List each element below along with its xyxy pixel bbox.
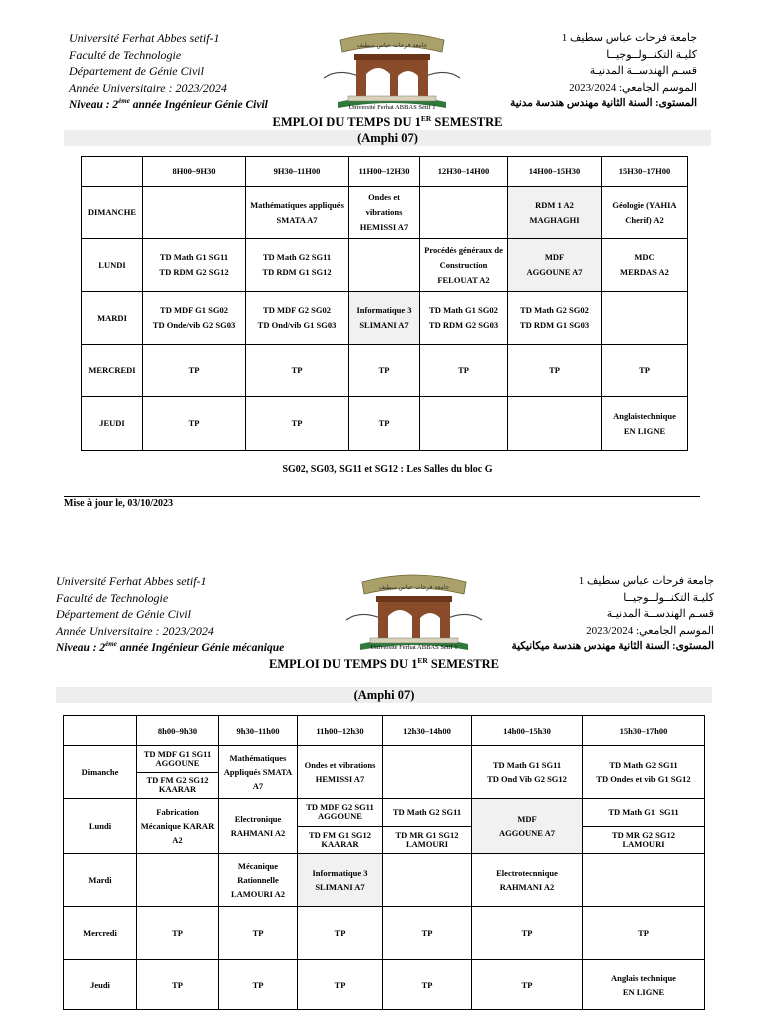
course-cell: Electronique RAHMANI A2 <box>219 799 298 854</box>
logo-caption: Université Ferhat ABBAS Sétif 1 <box>370 644 458 651</box>
table-row <box>64 960 705 1010</box>
course-cell: TP <box>472 907 583 960</box>
header-left-block <box>56 573 316 639</box>
course-cell <box>420 397 508 451</box>
course-cell: Electrotecnnique RAHMANI A2 <box>472 854 583 907</box>
course-cell-split <box>583 799 705 854</box>
course-cell: TD Math G2 SG11 TD Ondes et vib G1 SG12 <box>583 746 705 799</box>
university-name-ar: جامعة فرحات عباس سطيف 1 <box>561 32 697 44</box>
course-cell: Anglaistechnique EN LIGNE <box>602 397 688 451</box>
course-cell-split <box>137 746 219 799</box>
course-cell <box>137 854 219 907</box>
course-cell: TP <box>383 907 472 960</box>
course-cell: Anglais technique EN LIGNE <box>583 960 705 1010</box>
day-label: Jeudi <box>64 960 137 1010</box>
department-name: Département de Génie Civil <box>69 64 204 78</box>
course-cell: TP <box>349 345 420 397</box>
course-cell: Ondes et vibrations HEMISSI A7 <box>298 746 383 799</box>
schedule-title: EMPLOI DU TEMPS DU 1ER SEMESTRE <box>268 656 500 672</box>
day-label: DIMANCHE <box>82 187 143 239</box>
course-cell: TP <box>420 345 508 397</box>
slot-header: 15H30–17H00 <box>602 157 688 187</box>
course-cell: Informatique 3 SLIMANI A7 <box>349 292 420 345</box>
course-cell: MDF AGGOUNE A7 <box>472 799 583 854</box>
day-label: JEUDI <box>82 397 143 451</box>
slot-header: 9h30–11h00 <box>219 716 298 746</box>
split-top: TD MDF G1 SG11 AGGOUNE <box>143 748 212 768</box>
day-label: LUNDI <box>82 239 143 292</box>
level-label: Niveau : 2ème année Ingénieur Génie Civil <box>69 97 268 111</box>
header-left-block <box>69 30 329 96</box>
academic-year: Année Universitaire : 2023/2024 <box>69 80 227 95</box>
corner-cell <box>82 157 143 187</box>
course-cell: TP <box>349 397 420 451</box>
course-cell <box>602 292 688 345</box>
split-top: TD Math G1 SG11 <box>608 806 679 817</box>
course-cell: TP <box>137 907 219 960</box>
split-top: TD Math G2 SG11 <box>392 806 462 817</box>
course-cell: Procédés généraux de Construction FELOUAT A2 <box>420 239 508 292</box>
course-cell: TD Math G1 SG02 TD RDM G2 SG03 <box>420 292 508 345</box>
day-label: Dimanche <box>64 746 137 799</box>
course-cell: Mathématiques appliqués SMATA A7 <box>246 187 349 239</box>
course-cell: Mathématiques Appliqués SMATA A7 <box>219 746 298 799</box>
rooms-note: SG02, SG03, SG11 et SG12 : Les Salles du bloc G <box>282 464 493 475</box>
slot-header: 9H30–11H00 <box>246 157 349 187</box>
update-date: Mise à jour le, 03/10/2023 <box>64 498 173 509</box>
schedule-subtitle: (Amphi 07) <box>56 687 712 703</box>
course-cell: TP <box>219 907 298 960</box>
university-name: Université Ferhat Abbes setif-1 <box>56 574 207 588</box>
course-cell: Mécanique Rationnelle LAMOURI A2 <box>219 854 298 907</box>
slot-header: 12H30–14H00 <box>420 157 508 187</box>
course-cell: TD Math G1 SG11 TD RDM G2 SG12 <box>143 239 246 292</box>
course-cell: TP <box>383 960 472 1010</box>
course-cell: TD Math G2 SG11 TD RDM G1 SG12 <box>246 239 349 292</box>
faculty-name: Faculté de Technologie <box>69 47 182 62</box>
department-name-ar: قسـم الهندســة المدنيـة <box>606 608 714 620</box>
course-cell: Ondes et vibrations HEMISSI A7 <box>349 187 420 239</box>
divider <box>64 496 700 497</box>
schedule-title: EMPLOI DU TEMPS DU 1ER SEMESTRE <box>272 114 503 130</box>
split-top: TD MDF G2 SG11 AGGOUNE <box>306 802 374 822</box>
course-cell: TP <box>508 345 602 397</box>
course-cell <box>508 397 602 451</box>
split-bottom: TD FM G1 SG12 KAARAR <box>298 826 382 854</box>
slot-header: 14h00–15h30 <box>472 716 583 746</box>
table-row <box>64 799 705 854</box>
department-name-ar: قسـم الهندســة المدنيـة <box>589 65 697 77</box>
course-cell: Géologie (YAHIA Cherif) A2 <box>602 187 688 239</box>
course-cell <box>349 239 420 292</box>
course-cell <box>420 187 508 239</box>
slot-header: 11H00–12H30 <box>349 157 420 187</box>
day-label: Lundi <box>64 799 137 854</box>
course-cell <box>583 854 705 907</box>
header-right-block <box>487 573 714 639</box>
course-cell: TD Math G2 SG02 TD RDM G1 SG03 <box>508 292 602 345</box>
level-label-ar: المستوى: السنة الثانية مهندس هندسة ميكانيكية <box>511 641 714 652</box>
course-cell: MDC MERDAS A2 <box>602 239 688 292</box>
course-cell: TP <box>246 345 349 397</box>
day-label: Mercredi <box>64 907 137 960</box>
course-cell <box>383 854 472 907</box>
schedule-subtitle: (Amphi 07) <box>64 130 711 146</box>
course-cell: TP <box>219 960 298 1010</box>
table-row <box>82 345 688 397</box>
academic-year-ar: الموسم الجامعي: 2023/2024 <box>586 624 714 637</box>
logo-banner-text: جامعة فرحات عباس سطيف <box>378 584 450 591</box>
course-cell: TP <box>472 960 583 1010</box>
faculty-name-ar: كليـة التكنــولــوجيــا <box>606 48 697 61</box>
table-row <box>82 397 688 451</box>
slot-header: 8H00–9H30 <box>143 157 246 187</box>
course-cell: MDF AGGOUNE A7 <box>508 239 602 292</box>
course-cell: TP <box>143 397 246 451</box>
header-right-block <box>470 30 697 96</box>
academic-year: Année Universitaire : 2023/2024 <box>56 623 214 638</box>
day-label: MERCREDI <box>82 345 143 397</box>
course-cell: TP <box>602 345 688 397</box>
slot-header: 12h30–14h00 <box>383 716 472 746</box>
course-cell: TP <box>298 907 383 960</box>
table-row <box>82 187 688 239</box>
course-cell: TP <box>246 397 349 451</box>
level-label: Niveau : 2ème année Ingénieur Génie mécanique <box>56 640 285 654</box>
timetable <box>63 715 705 1010</box>
university-name-ar: جامعة فرحات عباس سطيف 1 <box>578 575 714 587</box>
course-cell: TP <box>583 907 705 960</box>
timetable-header-row <box>82 157 688 187</box>
course-cell-split <box>298 799 383 854</box>
split-bottom: TD MR G1 SG12 LAMOURI <box>383 826 471 854</box>
course-cell: TP <box>143 345 246 397</box>
timetable <box>81 156 688 451</box>
day-label: Mardi <box>64 854 137 907</box>
faculty-name: Faculté de Technologie <box>56 590 169 605</box>
course-cell <box>143 187 246 239</box>
table-row <box>64 746 705 799</box>
logo-caption: Université Ferhat ABBAS Sétif 1 <box>348 104 436 111</box>
split-bottom: TD MR G2 SG12 LAMOURI <box>583 826 704 854</box>
university-name: Université Ferhat Abbes setif-1 <box>69 31 220 45</box>
slot-header: 11h00–12h30 <box>298 716 383 746</box>
course-cell: TD MDF G2 SG02 TD Ond/vib G1 SG03 <box>246 292 349 345</box>
slot-header: 8h00–9h30 <box>137 716 219 746</box>
department-name: Département de Génie Civil <box>56 607 191 621</box>
course-cell-split <box>383 799 472 854</box>
split-bottom: TD FM G2 SG12 KAARAR <box>137 772 218 799</box>
timetable-header-row <box>64 716 705 746</box>
course-cell: TP <box>137 960 219 1010</box>
course-cell: TD MDF G1 SG02 TD Onde/vib G2 SG03 <box>143 292 246 345</box>
course-cell: Informatique 3 SLIMANI A7 <box>298 854 383 907</box>
slot-header: 14H00–15H30 <box>508 157 602 187</box>
slot-header: 15h30–17h00 <box>583 716 705 746</box>
table-row <box>82 239 688 292</box>
table-row <box>82 292 688 345</box>
day-label: MARDI <box>82 292 143 345</box>
course-cell: TP <box>298 960 383 1010</box>
level-label-ar: المستوى: السنة الثانية مهندس هندسة مدنية <box>510 98 697 109</box>
course-cell: RDM 1 A2 MAGHAGHI <box>508 187 602 239</box>
table-row <box>64 854 705 907</box>
course-cell <box>383 746 472 799</box>
academic-year-ar: الموسم الجامعي: 2023/2024 <box>569 81 697 94</box>
faculty-name-ar: كليـة التكنــولــوجيــا <box>623 591 714 604</box>
course-cell: TD Math G1 SG11 TD Ond Vib G2 SG12 <box>472 746 583 799</box>
corner-cell <box>64 716 137 746</box>
table-row <box>64 907 705 960</box>
logo-banner-text: جامعة فرحات عباس سطيف <box>356 42 428 49</box>
course-cell: Fabrication Mécanique KARAR A2 <box>137 799 219 854</box>
